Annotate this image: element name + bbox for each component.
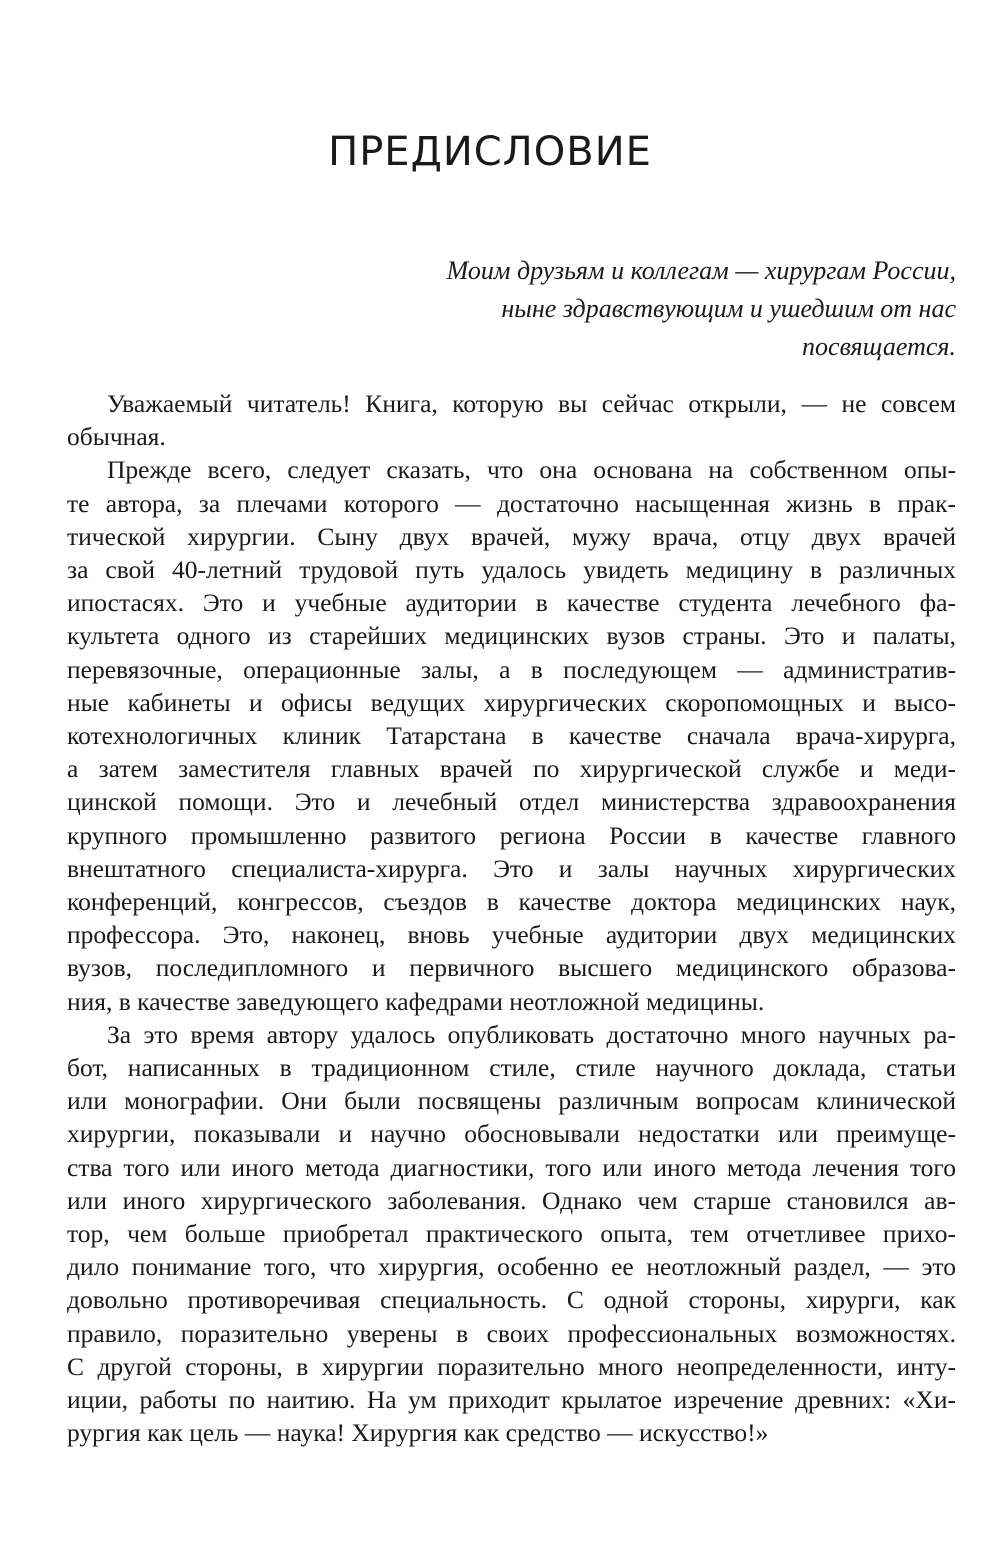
text-line: а затем заместителя главных врачей по хирургической службе и меди-: [67, 754, 956, 784]
text-line: крупного промышленно развитого региона России в качестве главного: [67, 820, 956, 850]
paragraph: [27, 453, 956, 1017]
text-line: внештатного специалиста-хирурга. Это и залы научных хирургических: [67, 853, 956, 883]
text-line: обычная.: [67, 422, 166, 452]
text-line: перевязочные, операционные залы, а в последующем — административ-: [67, 654, 956, 684]
text-line: рургия как цель — наука! Хирургия как средство — искусство!»: [67, 1418, 769, 1448]
dedication-line: ныне здравствующим и ушедшим от нас: [501, 294, 956, 323]
body-text: [27, 387, 956, 1450]
page-title: ПРЕДИСЛОВИЕ: [328, 129, 652, 175]
text-line: С другой стороны, в хирургии поразительно много неопределенности, инту-: [67, 1351, 956, 1381]
text-line: профессора. Это, наконец, вновь учебные аудитории двух медицинских: [67, 920, 956, 950]
text-line: хирургии, показывали и научно обосновывали недостатки или преимуще-: [67, 1119, 956, 1149]
text-line: За это время автору удалось опубликовать достаточно много научных ра-: [107, 1019, 956, 1049]
text-line: ства того или иного метода диагностики, того или иного метода лечения того: [67, 1152, 956, 1182]
text-line: Прежде всего, следует сказать, что она основана на собственном опы-: [107, 455, 956, 485]
paragraph: [27, 1018, 956, 1450]
text-line: дило понимание того, что хирургия, особенно ее неотложный раздел, — это: [67, 1252, 956, 1282]
text-line: Уважаемый читатель! Книга, которую вы сейчас открыли, — не совсем: [107, 389, 956, 418]
text-line: иции, работы по наитию. На ум приходит крылатое изречение древних: «Хи-: [67, 1385, 956, 1415]
text-line: котехнологичных клиник Татарстана в качестве сначала врача-хирурга,: [67, 721, 956, 751]
text-line: ипостасях. Это и учебные аудитории в качестве студента лечебного фа-: [67, 588, 956, 618]
text-line: тор, чем больше приобретал практического опыта, тем отчетливее прихо-: [67, 1219, 956, 1249]
text-line: правило, поразительно уверены в своих профессиональных возможностях.: [67, 1318, 956, 1348]
text-line: бот, написанных в традиционном стиле, стиле научного доклада, статьи: [67, 1053, 956, 1083]
text-line: конференций, конгрессов, съездов в качестве доктора медицинских наук,: [67, 887, 956, 917]
text-line: тической хирургии. Сыну двух врачей, мужу врача, отцу двух врачей: [67, 521, 956, 551]
text-line: ния, в качестве заведующего кафедрами неотложной медицины.: [67, 986, 765, 1016]
text-line: или иного хирургического заболевания. Однако чем старше становился ав-: [67, 1185, 956, 1215]
dedication-line: посвящается.: [802, 332, 956, 361]
paragraph: [27, 387, 956, 453]
dedication-line: Моим друзьям и коллегам — хирургам России,: [446, 256, 956, 285]
text-line: ные кабинеты и офисы ведущих хирургических скоропомощных и высо-: [67, 687, 956, 717]
text-line: цинской помощи. Это и лечебный отдел министерства здравоохранения: [67, 787, 956, 817]
text-line: за свой 40-летний трудовой путь удалось увидеть медицину в различных: [67, 555, 956, 585]
text-line: те автора, за плечами которого — достаточно насыщенная жизнь в прак-: [67, 488, 956, 518]
text-line: или монографии. Они были посвящены различным вопросам клинической: [67, 1086, 956, 1116]
text-line: культета одного из старейших медицинских вузов страны. Это и палаты,: [67, 621, 956, 651]
dedication: [336, 252, 956, 366]
text-line: вузов, последипломного и первичного высшего медицинского образова-: [67, 953, 956, 983]
text-line: довольно противоречивая специальность. С одной стороны, хирурги, как: [67, 1285, 956, 1315]
